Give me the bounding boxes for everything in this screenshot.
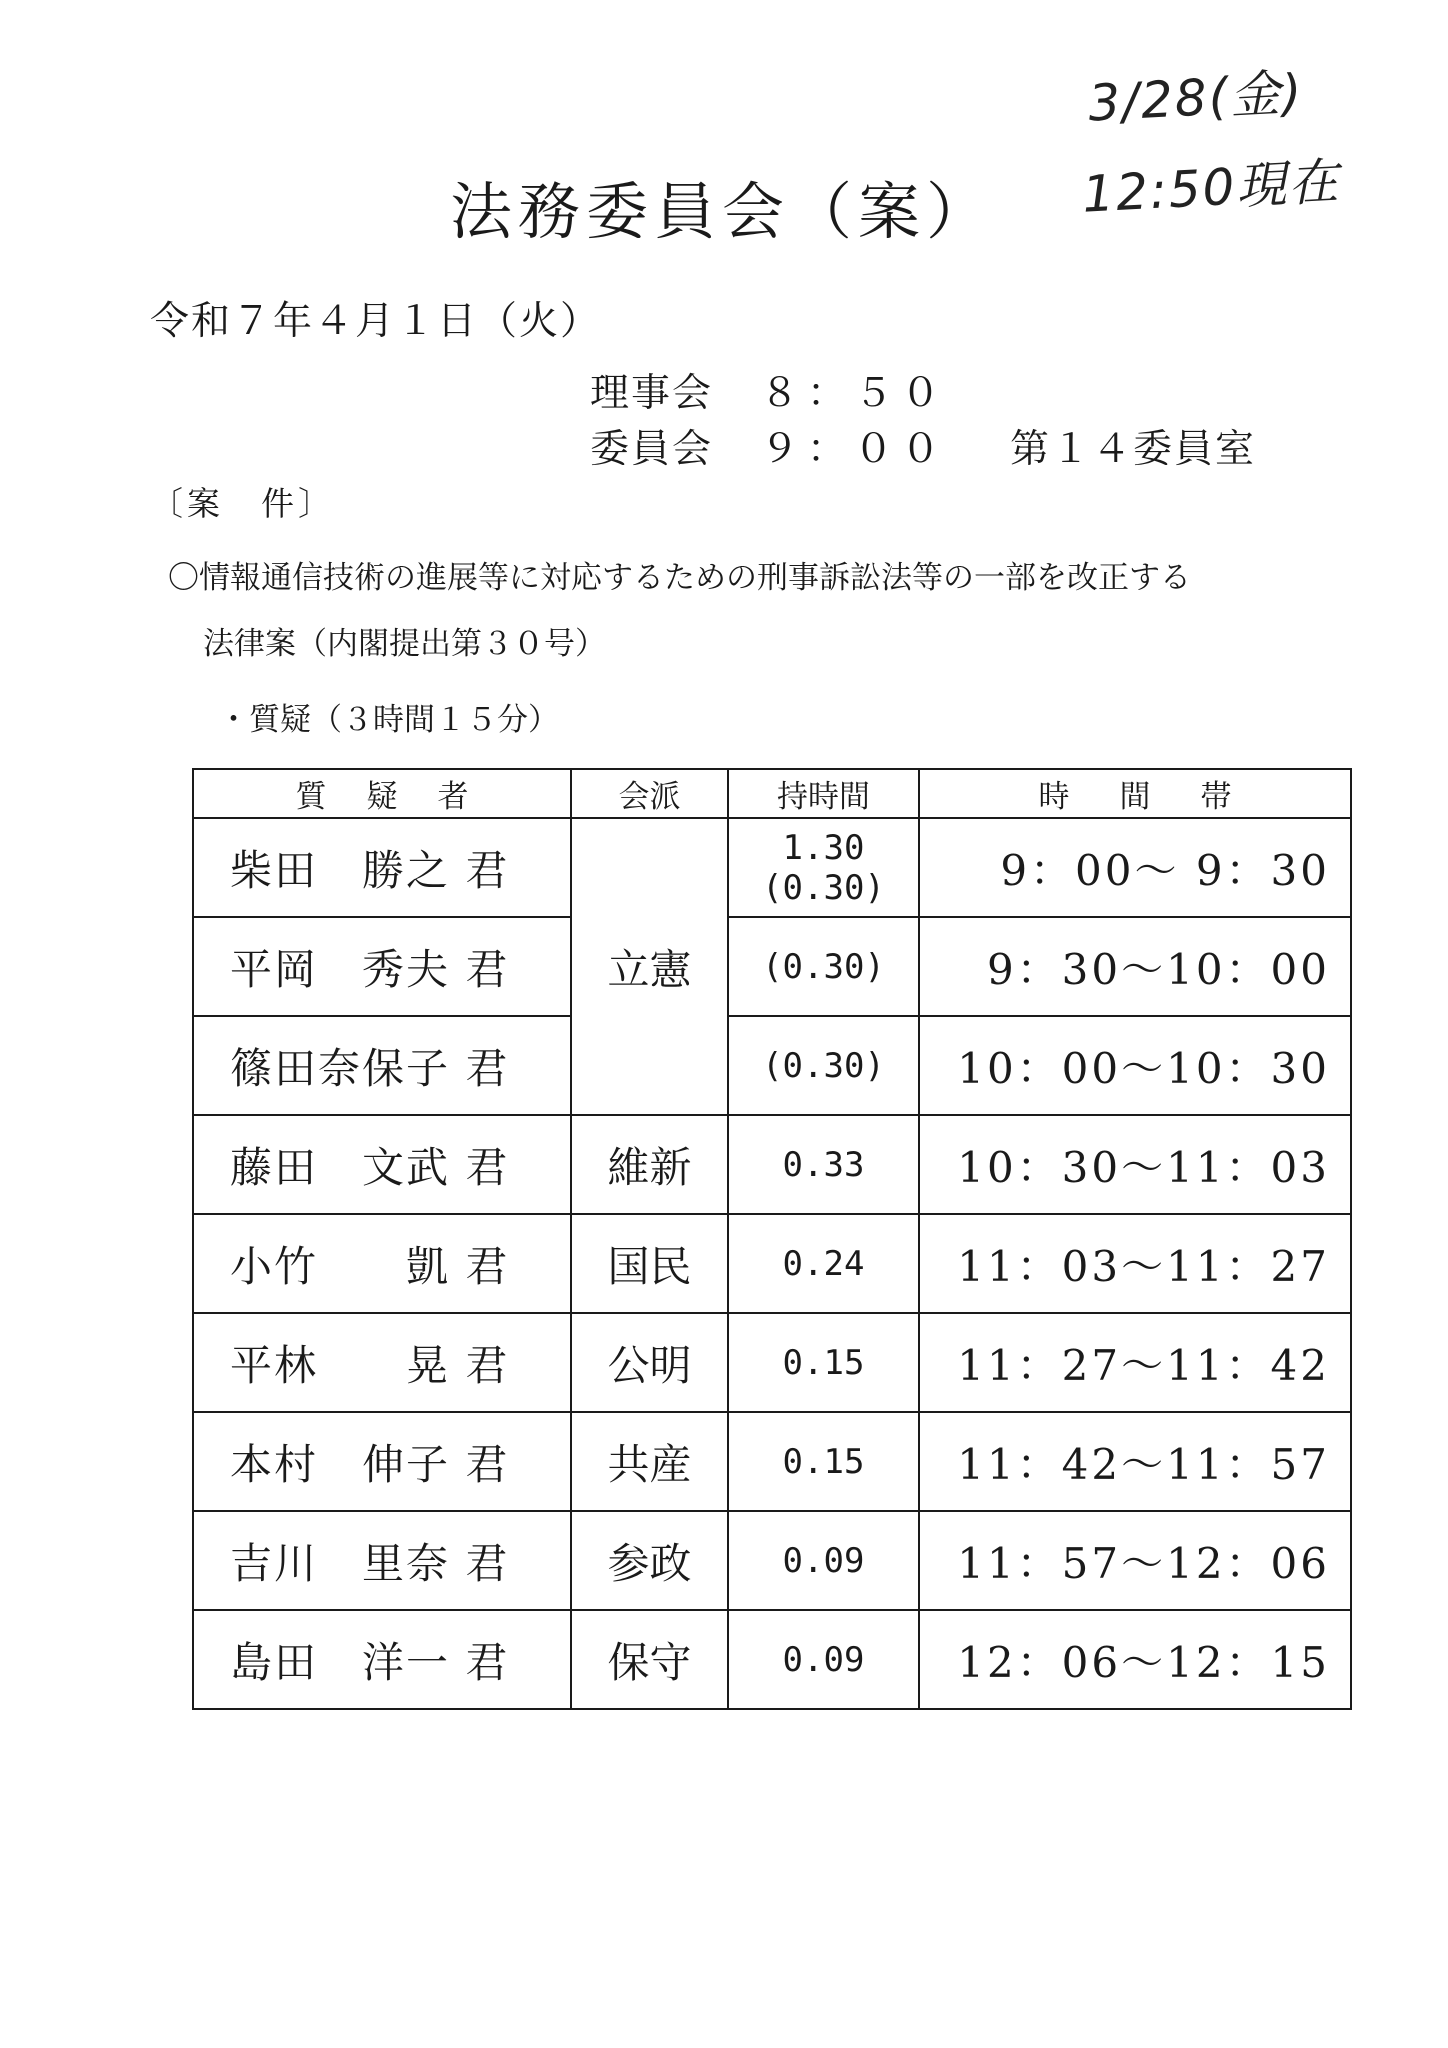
qa-summary: ・質疑（３時間１５分） — [218, 702, 559, 738]
time-slot: 12：06～12：15 — [919, 1610, 1351, 1709]
questioner-name: 吉川 里奈 君 — [193, 1511, 571, 1610]
duration: 0.09 — [728, 1610, 919, 1709]
table-header-row — [193, 769, 1351, 818]
questioner-name: 平林 晃 君 — [193, 1313, 571, 1412]
duration-value: (0.30) — [762, 867, 885, 908]
schedule-room: 第１４委員室 — [1010, 427, 1257, 472]
handwritten-time-note: 12:50現在 — [1080, 152, 1342, 224]
header-duration: 持時間 — [728, 769, 919, 818]
agenda-heading: 〔案 件〕 — [150, 484, 335, 523]
time-slot: 11：03～11：27 — [919, 1214, 1351, 1313]
time-slot: 9：00～ 9：30 — [919, 818, 1351, 917]
schedule-row-board — [590, 362, 1010, 418]
party-name: 公明 — [571, 1313, 728, 1412]
party-name: 維新 — [571, 1115, 728, 1214]
duration: 0.15 — [728, 1313, 919, 1412]
table-row — [193, 1313, 1351, 1412]
duration: 0.09 — [728, 1511, 919, 1610]
party-name: 国民 — [571, 1214, 728, 1313]
questioner-name: 島田 洋一 君 — [193, 1610, 571, 1709]
party-name: 立憲 — [571, 818, 728, 1115]
questioner-table — [192, 768, 1352, 1710]
duration: (0.30) — [728, 917, 919, 1016]
duration: (0.30) — [728, 1016, 919, 1115]
duration: 0.15 — [728, 1412, 919, 1511]
questioner-name: 本村 伸子 君 — [193, 1412, 571, 1511]
duration-total: 1.30 — [782, 827, 865, 868]
meeting-date: 令和７年４月１日（火） — [150, 299, 602, 344]
table-row — [193, 1214, 1351, 1313]
table-row — [193, 1412, 1351, 1511]
header-party: 会派 — [571, 769, 728, 818]
duration — [728, 818, 919, 917]
schedule-time: ９：００ — [760, 427, 949, 472]
questioner-name: 柴田 勝之 君 — [193, 818, 571, 917]
handwritten-date-note: 3/28(金) — [1086, 63, 1305, 133]
schedule-time: ８：５０ — [760, 371, 949, 416]
table-row — [193, 917, 1351, 1016]
table-row — [193, 1610, 1351, 1709]
time-slot: 10：00～10：30 — [919, 1016, 1351, 1115]
duration: 0.24 — [728, 1214, 919, 1313]
party-name: 参政 — [571, 1511, 728, 1610]
header-questioner: 質疑者 — [193, 769, 571, 818]
header-time-slot: 時間帯 — [919, 769, 1351, 818]
page-title: 法務委員会（案） — [450, 175, 995, 248]
party-name: 共産 — [571, 1412, 728, 1511]
questioner-name: 藤田 文武 君 — [193, 1115, 571, 1214]
bill-title-line-1: 〇情報通信技術の進展等に対応するための刑事訴訟法等の一部を改正する — [168, 560, 1191, 596]
table-row — [193, 818, 1351, 917]
time-slot: 11：42～11：57 — [919, 1412, 1351, 1511]
questioner-name: 篠田奈保子 君 — [193, 1016, 571, 1115]
questioner-name: 平岡 秀夫 君 — [193, 917, 571, 1016]
table-row — [193, 1511, 1351, 1610]
schedule-label: 委員会 — [590, 427, 714, 472]
party-name: 保守 — [571, 1610, 728, 1709]
schedule-row-committee — [590, 418, 1256, 474]
bill-title-line-2: 法律案（内閣提出第３０号） — [203, 626, 606, 662]
duration: 0.33 — [728, 1115, 919, 1214]
questioner-name: 小竹 凱 君 — [193, 1214, 571, 1313]
time-slot: 11：57～12：06 — [919, 1511, 1351, 1610]
schedule-label: 理事会 — [590, 371, 714, 416]
table-row — [193, 1115, 1351, 1214]
time-slot: 10：30～11：03 — [919, 1115, 1351, 1214]
table-row — [193, 1016, 1351, 1115]
time-slot: 9：30～10：00 — [919, 917, 1351, 1016]
time-slot: 11：27～11：42 — [919, 1313, 1351, 1412]
